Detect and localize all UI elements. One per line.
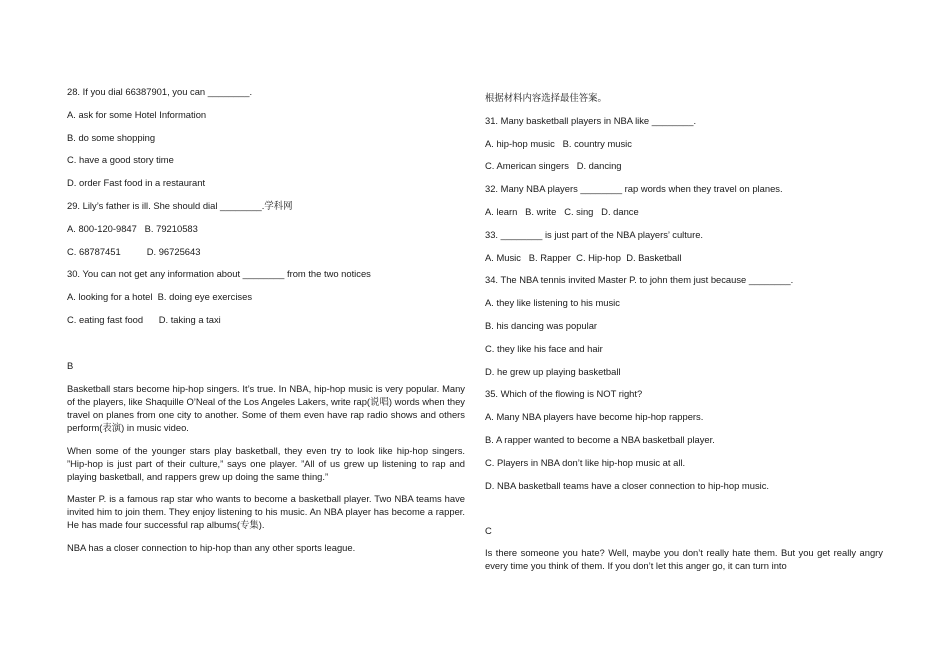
q29-options-ab: A. 800-120-9847 B. 79210583 <box>67 222 198 234</box>
q35-option-c: C. Players in NBA don’t like hip-hop music at all. <box>485 456 686 468</box>
q35-option-b: B. A rapper wanted to become a NBA basketball player. <box>485 433 715 445</box>
instruction: 根据材料内容选择最佳答案。 <box>485 92 607 103</box>
q28-option-c: C. have a good story time <box>67 154 174 166</box>
q34-option-d: D. he grew up playing basketball <box>485 365 621 377</box>
right-column <box>485 85 883 582</box>
section-c-label: C <box>485 524 492 536</box>
q28-option-d: D. order Fast food in a restaurant <box>67 177 206 189</box>
question-30: 30. You can not get any information about ________ from the two notices <box>67 268 371 280</box>
section-b-label: B <box>67 359 74 371</box>
q35-option-d: D. NBA basketball teams have a closer connection to hip-hop music. <box>485 479 770 491</box>
q31-options: A. hip-hop music B. country music <box>485 137 632 149</box>
q32-options: A. learn B. write C. sing D. dance <box>485 205 639 217</box>
left-column <box>67 85 465 564</box>
question-31: 31. Many basketball players in NBA like ________. <box>485 114 697 126</box>
question-35: 35. Which of the flowing is NOT right? <box>485 388 643 400</box>
passage-b-paragraph-1: Basketball stars become hip-hop singers. It’s true. In NBA, hip-hop music is very popular. Many of the players, like Shaquille O’Neal of the Los Angeles Lakers, write rap(说唱) words when they travel on planes from one city to another. Some of them even have rap radio shows and others perform(表演) in music video. <box>67 382 465 433</box>
passage-c-paragraph-1: Is there someone you hate? Well, maybe you don’t really hate them. But you get really angry every time you think of them. If you don’t let this anger go, it can turn into <box>485 547 883 572</box>
q30-options-cd: C. eating fast food D. taking a taxi <box>67 313 221 325</box>
q29-options-cd: C. 68787451 D. 96725643 <box>67 245 201 257</box>
q34-option-b: B. his dancing was popular <box>485 319 598 331</box>
passage-b-paragraph-4: NBA has a closer connection to hip-hop than any other sports league. <box>67 542 356 554</box>
q34-option-c: C. they like his face and hair <box>485 342 603 354</box>
question-33: 33. ________ is just part of the NBA players’ culture. <box>485 228 704 240</box>
question-32: 32. Many NBA players ________ rap words when they travel on planes. <box>485 183 783 195</box>
passage-b-paragraph-3: Master P. is a famous rap star who wants to become a basketball player. Two NBA teams have invited him to join them. They enjoy listening to his music. An NBA player has become a rapper. He has made four successful rap albums(专集). <box>67 493 465 531</box>
question-34: 34. The NBA tennis invited Master P. to john them just because ________. <box>485 274 794 286</box>
passage-b-paragraph-2: When some of the younger stars play basketball, they even try to look like hip-hop singers. ”Hip-hop is just part of their culture,” says one player. ”All of us grew up listening to rap and playing basketball, and rappers grew up doing the same thing.” <box>67 444 465 482</box>
q31-options-cd: C. American singers D. dancing <box>485 160 622 172</box>
q28-option-b: B. do some shopping <box>67 131 156 143</box>
q35-option-a: A. Many NBA players have become hip-hop rappers. <box>485 411 704 423</box>
q28-option-a: A. ask for some Hotel Information <box>67 108 207 120</box>
q30-options-ab: A. looking for a hotel B. doing eye exercises <box>67 291 253 303</box>
q34-option-a: A. they like listening to his music <box>485 297 620 309</box>
question-28: 28. If you dial 66387901, you can ________. <box>67 86 253 97</box>
q33-options: A. Music B. Rapper C. Hip-hop D. Basketball <box>485 251 682 263</box>
question-29: 29. Lily’s father is ill. She should dial ________.学科网 <box>67 199 293 211</box>
